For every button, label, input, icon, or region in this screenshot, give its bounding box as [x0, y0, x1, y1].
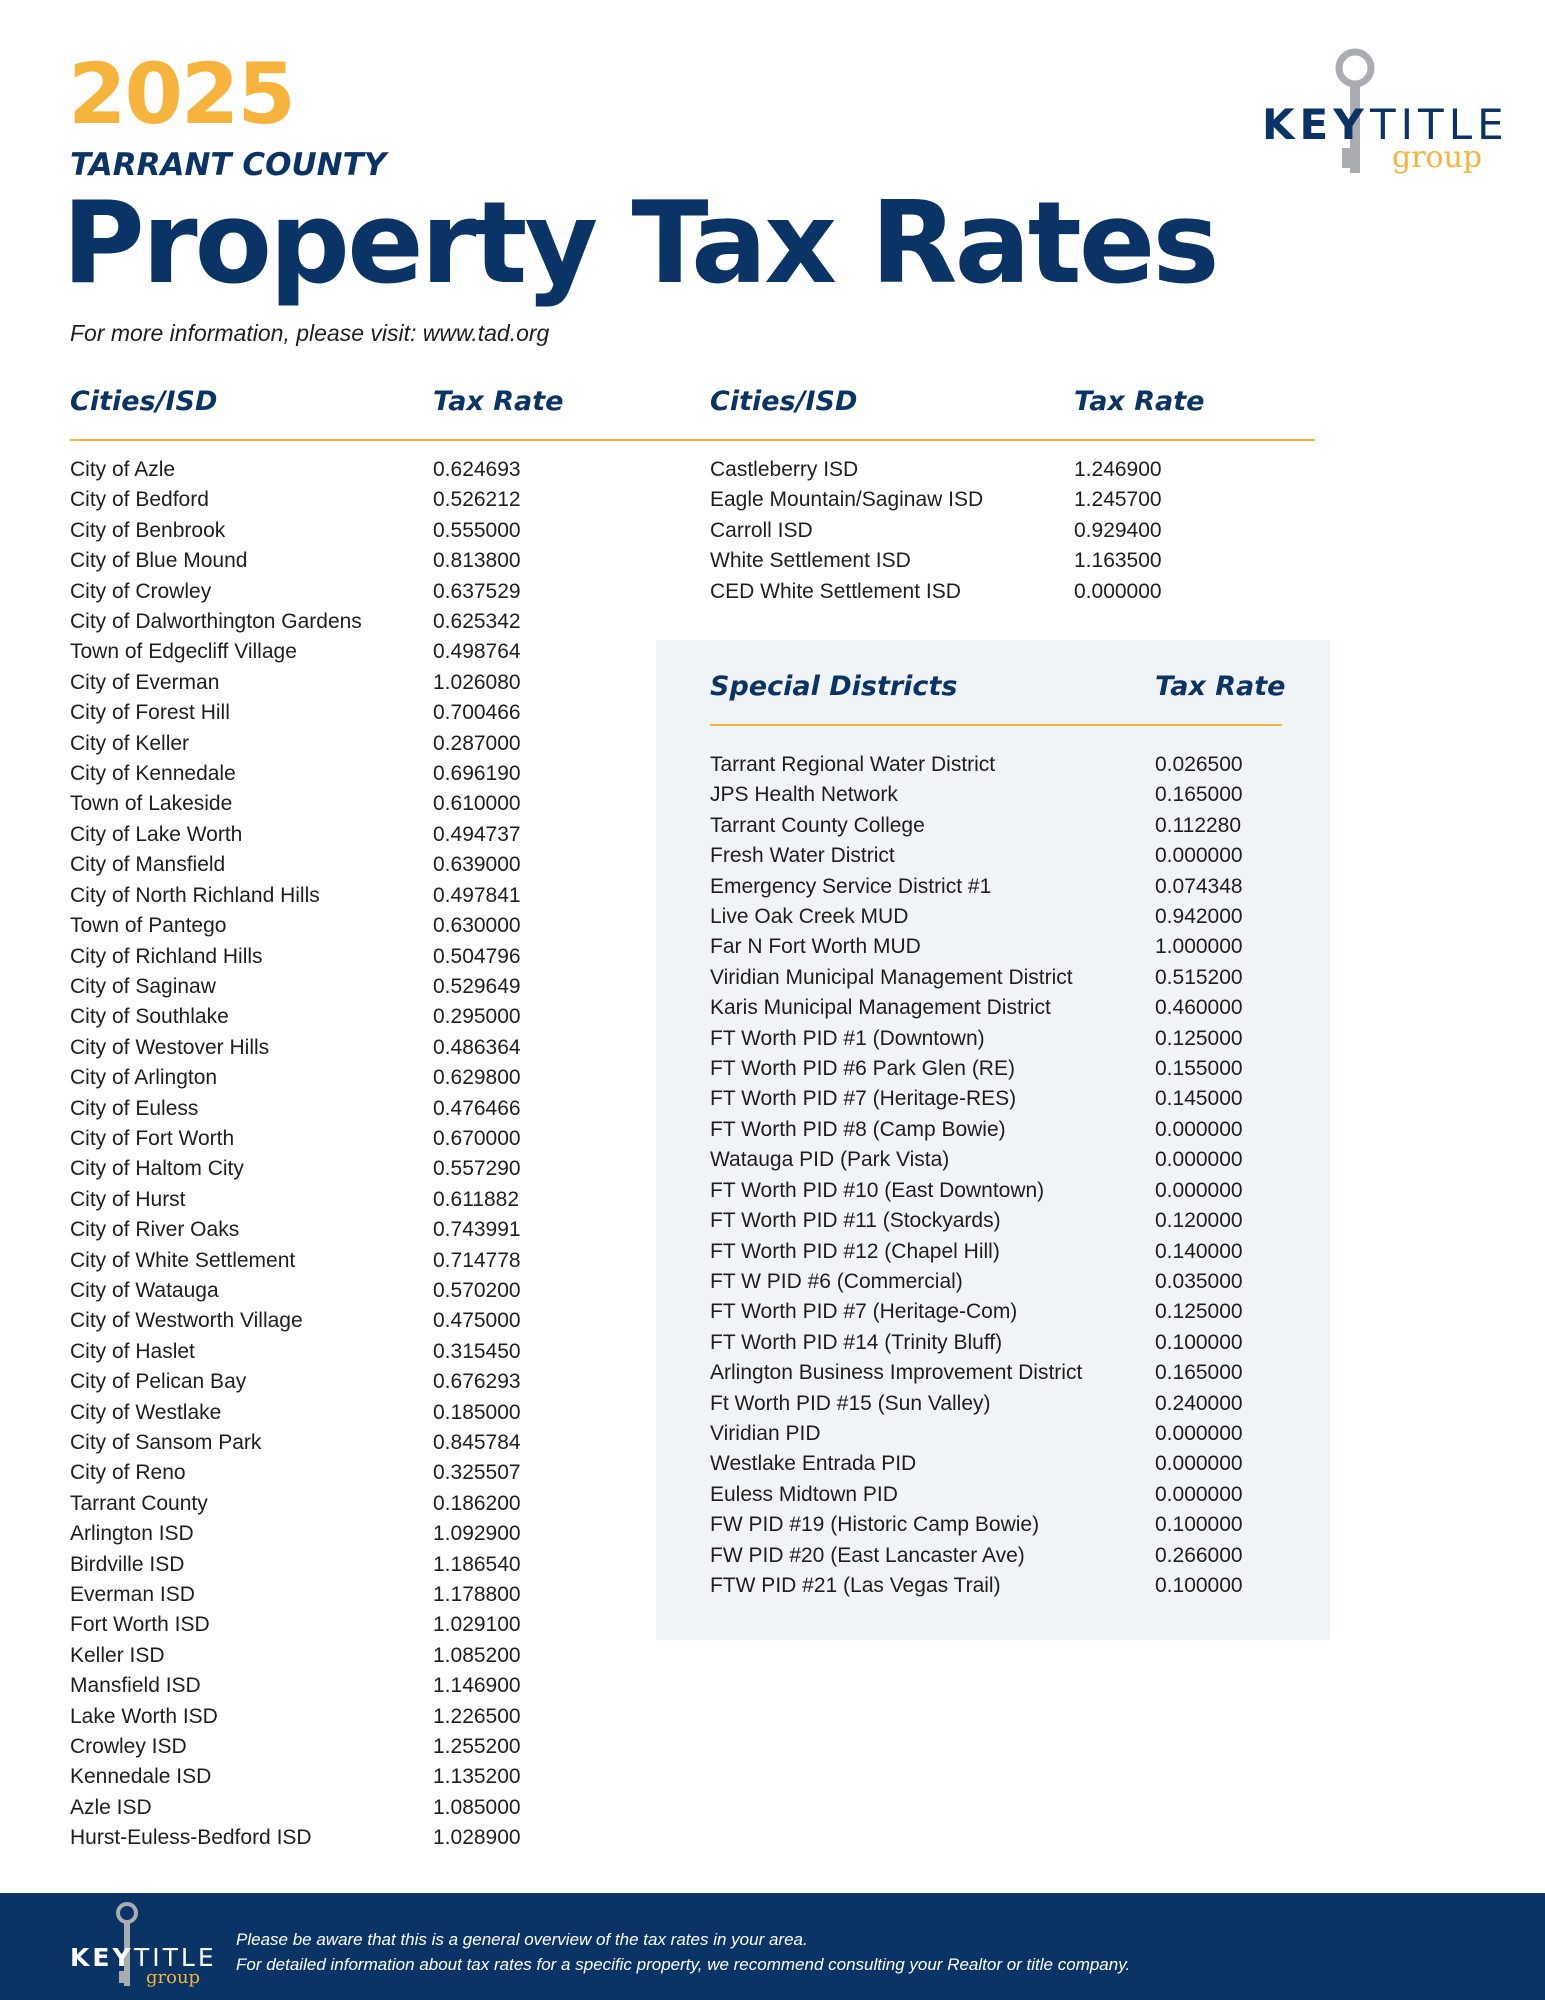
row-rate: 0.325507	[433, 1461, 521, 1485]
row-name: Eagle Mountain/Saginaw ISD	[710, 488, 984, 512]
county-name: TARRANT COUNTY	[70, 147, 387, 183]
logo-group-text: group	[1392, 140, 1483, 175]
row-name: FT Worth PID #10 (East Downtown)	[710, 1178, 1045, 1202]
row-name: City of White Settlement	[70, 1248, 296, 1272]
row-name: City of Saginaw	[70, 974, 216, 998]
row-name: City of Euless	[70, 1096, 199, 1120]
table-row	[710, 780, 1310, 810]
row-rate: 0.929400	[1074, 518, 1162, 542]
table-row	[70, 516, 590, 546]
row-rate: 0.112280	[1155, 813, 1242, 837]
table-row	[710, 1541, 1310, 1571]
row-rate: 0.611882	[433, 1187, 520, 1211]
row-name: Azle ISD	[70, 1795, 152, 1819]
row-name: FT Worth PID #7 (Heritage-RES)	[710, 1087, 1017, 1111]
table-row	[70, 1337, 590, 1367]
row-name: City of Westover Hills	[70, 1035, 270, 1059]
table-row	[70, 881, 590, 911]
table-row	[70, 1002, 590, 1032]
row-name: City of River Oaks	[70, 1218, 240, 1242]
row-rate: 0.639000	[433, 853, 521, 877]
table-row	[70, 455, 590, 485]
row-name: Arlington Business Improvement District	[710, 1361, 1083, 1385]
table-row	[70, 698, 590, 728]
row-rate: 0.637529	[433, 579, 521, 603]
row-name: FT Worth PID #11 (Stockyards)	[710, 1209, 1001, 1233]
row-name: City of Lake Worth	[70, 822, 243, 846]
row-rate: 0.476466	[433, 1096, 521, 1120]
row-name: City of Blue Mound	[70, 549, 248, 573]
row-name: City of Everman	[70, 670, 220, 694]
row-rate: 0.625342	[433, 610, 521, 634]
row-name: FT Worth PID #14 (Trinity Bluff)	[710, 1330, 1003, 1354]
table-row	[710, 750, 1310, 780]
row-name: Town of Pantego	[70, 914, 227, 938]
row-rate: 0.000000	[1155, 1421, 1243, 1445]
row-rate: 0.670000	[433, 1126, 521, 1150]
row-rate: 0.475000	[433, 1309, 521, 1333]
row-rate: 0.000000	[1155, 1178, 1243, 1202]
table-row	[70, 1519, 590, 1549]
row-name: Ft Worth PID #15 (Sun Valley)	[710, 1391, 991, 1415]
row-rate: 1.029100	[433, 1613, 521, 1637]
row-name: FW PID #20 (East Lancaster Ave)	[710, 1543, 1025, 1567]
table-row	[70, 1489, 590, 1519]
table-row	[710, 811, 1310, 841]
row-rate: 0.000000	[1155, 1148, 1243, 1172]
row-rate: 0.486364	[433, 1035, 521, 1059]
row-rate: 0.100000	[1155, 1513, 1243, 1537]
header-divider	[70, 439, 1315, 441]
table-row	[70, 607, 590, 637]
table-row	[70, 577, 590, 607]
row-name: FT Worth PID #6 Park Glen (RE)	[710, 1057, 1015, 1081]
table-row	[70, 485, 590, 515]
table-row	[710, 1267, 1310, 1297]
footer-line-2: For detailed information about tax rates for a specific property, we recommend consulting your Realtor or title company.	[236, 1955, 1131, 1974]
row-name: Crowley ISD	[70, 1735, 187, 1759]
row-rate: 0.125000	[1155, 1300, 1243, 1324]
table-row	[710, 1419, 1310, 1449]
footer-logo-key-text: KEY	[70, 1943, 134, 1972]
row-rate: 0.624693	[433, 458, 521, 481]
footer-disclaimer	[236, 1927, 1130, 1977]
row-name: Euless Midtown PID	[710, 1482, 898, 1506]
table-row	[70, 1246, 590, 1276]
table-row	[70, 911, 590, 941]
table-row	[710, 455, 1270, 485]
row-rate: 0.155000	[1155, 1057, 1243, 1081]
row-name: Birdville ISD	[70, 1552, 185, 1576]
table-row	[710, 1510, 1310, 1540]
key-title-logo	[1262, 48, 1509, 178]
left-col-header-rate: Tax Rate	[433, 386, 564, 417]
row-name: FT Worth PID #8 (Camp Bowie)	[710, 1117, 1006, 1141]
row-name: Castleberry ISD	[710, 458, 859, 481]
row-name: Mansfield ISD	[70, 1674, 201, 1698]
row-rate: 0.000000	[1155, 1482, 1243, 1506]
row-rate: 0.700466	[433, 701, 521, 725]
row-name: Watauga PID (Park Vista)	[710, 1148, 950, 1172]
row-rate: 0.000000	[1074, 579, 1162, 603]
row-name: City of Benbrook	[70, 518, 226, 542]
row-rate: 0.035000	[1155, 1269, 1243, 1293]
row-rate: 0.498764	[433, 640, 521, 664]
footer	[0, 1893, 1545, 2000]
row-name: City of Haltom City	[70, 1157, 244, 1181]
table-row	[70, 850, 590, 880]
row-rate: 0.287000	[433, 731, 521, 755]
row-rate: 0.515200	[1155, 965, 1243, 989]
table-row	[70, 1550, 590, 1580]
special-rate-list	[710, 750, 1310, 1601]
row-name: FT Worth PID #7 (Heritage-Com)	[710, 1300, 1018, 1324]
row-name: City of Mansfield	[70, 853, 226, 877]
table-row	[70, 1671, 590, 1701]
table-row	[70, 1276, 590, 1306]
row-rate: 0.100000	[1155, 1573, 1243, 1597]
table-row	[70, 1185, 590, 1215]
row-rate: 1.085000	[433, 1795, 521, 1819]
footer-logo	[70, 1901, 217, 1996]
row-name: Hurst-Euless-Bedford ISD	[70, 1826, 312, 1850]
row-name: Lake Worth ISD	[70, 1704, 218, 1728]
row-name: Tarrant County	[70, 1491, 208, 1515]
table-row	[710, 902, 1310, 932]
table-row	[710, 1206, 1310, 1236]
row-rate: 1.226500	[433, 1704, 521, 1728]
row-rate: 0.630000	[433, 914, 521, 938]
row-rate: 0.557290	[433, 1157, 521, 1181]
row-name: CED White Settlement ISD	[710, 579, 961, 603]
row-rate: 1.000000	[1155, 935, 1243, 959]
row-name: Emergency Service District #1	[710, 874, 992, 898]
row-name: City of Bedford	[70, 488, 209, 512]
row-rate: 0.676293	[433, 1370, 521, 1394]
table-row	[710, 1024, 1310, 1054]
row-rate: 0.460000	[1155, 996, 1243, 1020]
row-rate: 0.570200	[433, 1278, 521, 1302]
table-row	[70, 1823, 590, 1853]
row-name: City of Forest Hill	[70, 701, 230, 725]
left-col-header-name: Cities/ISD	[70, 386, 218, 417]
row-rate: 0.813800	[433, 549, 521, 573]
left-rate-list	[70, 455, 590, 1854]
row-name: City of North Richland Hills	[70, 883, 320, 907]
row-rate: 0.610000	[433, 792, 521, 816]
row-rate: 0.555000	[433, 518, 521, 542]
row-name: City of Southlake	[70, 1005, 229, 1029]
row-rate: 0.497841	[433, 883, 521, 907]
row-name: Keller ISD	[70, 1643, 165, 1667]
right-col-header-name: Cities/ISD	[710, 386, 858, 417]
row-rate: 0.295000	[433, 1005, 521, 1029]
row-name: Viridian PID	[710, 1421, 821, 1445]
row-name: City of Arlington	[70, 1066, 218, 1090]
row-name: City of Haslet	[70, 1339, 195, 1363]
row-name: Far N Fort Worth MUD	[710, 935, 921, 959]
row-rate: 0.145000	[1155, 1087, 1243, 1111]
row-rate: 0.696190	[433, 762, 521, 786]
row-name: FT W PID #6 (Commercial)	[710, 1269, 963, 1293]
table-row	[710, 1237, 1310, 1267]
info-text: For more information, please visit: www.tad.org	[70, 320, 550, 346]
table-row	[710, 1054, 1310, 1084]
row-rate: 0.845784	[433, 1431, 521, 1454]
row-rate: 0.165000	[1155, 783, 1243, 807]
table-row	[70, 1610, 590, 1640]
row-rate: 1.186540	[433, 1552, 521, 1576]
row-rate: 0.494737	[433, 822, 521, 846]
row-rate: 0.140000	[1155, 1239, 1243, 1263]
footer-logo-title-text: TITLE	[134, 1943, 217, 1972]
table-row	[70, 759, 590, 789]
table-row	[70, 637, 590, 667]
table-row	[70, 1033, 590, 1063]
row-rate: 0.186200	[433, 1491, 521, 1515]
row-rate: 0.743991	[433, 1218, 521, 1242]
table-row	[70, 1215, 590, 1245]
table-row	[710, 1449, 1310, 1479]
row-name: Viridian Municipal Management District	[710, 965, 1073, 989]
row-name: Tarrant Regional Water District	[710, 753, 996, 776]
row-name: JPS Health Network	[710, 783, 898, 807]
row-rate: 1.028900	[433, 1826, 521, 1850]
row-name: Westlake Entrada PID	[710, 1452, 917, 1476]
row-rate: 0.529649	[433, 974, 521, 998]
row-rate: 1.135200	[433, 1765, 521, 1789]
table-row	[710, 546, 1270, 576]
row-name: City of Azle	[70, 458, 176, 481]
row-name: City of Crowley	[70, 579, 212, 603]
row-rate: 0.185000	[433, 1400, 521, 1424]
year: 2025	[68, 45, 294, 143]
table-row	[710, 516, 1270, 546]
row-name: FTW PID #21 (Las Vegas Trail)	[710, 1573, 1001, 1597]
row-name: Live Oak Creek MUD	[710, 905, 909, 929]
table-row	[710, 1389, 1310, 1419]
table-row	[710, 872, 1310, 902]
table-row	[70, 972, 590, 1002]
row-rate: 1.146900	[433, 1674, 521, 1698]
table-row	[710, 1176, 1310, 1206]
row-name: Fort Worth ISD	[70, 1613, 210, 1637]
row-name: Town of Lakeside	[70, 792, 233, 816]
table-row	[70, 820, 590, 850]
row-name: Tarrant County College	[710, 813, 925, 837]
table-row	[70, 546, 590, 576]
table-row	[710, 1480, 1310, 1510]
row-rate: 0.714778	[433, 1248, 521, 1272]
table-row	[70, 1458, 590, 1488]
row-rate: 0.000000	[1155, 1452, 1243, 1476]
row-rate: 0.000000	[1155, 1117, 1243, 1141]
row-name: City of Westlake	[70, 1400, 222, 1424]
row-name: City of Kennedale	[70, 762, 236, 786]
table-row	[70, 1306, 590, 1336]
special-divider	[710, 724, 1282, 726]
table-row	[70, 1124, 590, 1154]
row-rate: 0.074348	[1155, 874, 1243, 898]
row-name: City of Hurst	[70, 1187, 186, 1211]
row-name: Carroll ISD	[710, 518, 813, 542]
row-rate: 0.120000	[1155, 1209, 1243, 1233]
row-name: City of Watauga	[70, 1278, 219, 1302]
row-name: FW PID #19 (Historic Camp Bowie)	[710, 1513, 1040, 1537]
row-name: Karis Municipal Management District	[710, 996, 1051, 1020]
row-rate: 0.000000	[1155, 844, 1243, 868]
table-row	[70, 1732, 590, 1762]
table-row	[710, 1084, 1310, 1114]
row-rate: 1.178800	[433, 1583, 521, 1607]
row-rate: 0.165000	[1155, 1361, 1243, 1385]
row-name: City of Westworth Village	[70, 1309, 303, 1333]
row-rate: 0.240000	[1155, 1391, 1243, 1415]
row-rate: 0.315450	[433, 1339, 521, 1363]
row-rate: 1.092900	[433, 1522, 521, 1546]
table-row	[70, 1094, 590, 1124]
table-row	[710, 1297, 1310, 1327]
row-rate: 0.504796	[433, 944, 521, 968]
table-row	[70, 1428, 590, 1458]
table-row	[70, 1063, 590, 1093]
table-row	[70, 1702, 590, 1732]
table-row	[70, 668, 590, 698]
row-rate: 0.100000	[1155, 1330, 1243, 1354]
row-rate: 0.526212	[433, 488, 521, 512]
row-name: City of Dalworthington Gardens	[70, 610, 362, 634]
table-row	[70, 1367, 590, 1397]
logo-key-text: KEY	[1262, 100, 1369, 149]
row-name: Town of Edgecliff Village	[70, 640, 297, 664]
row-name: City of Keller	[70, 731, 190, 755]
footer-logo-group-text: group	[146, 1967, 201, 1988]
table-row	[70, 1580, 590, 1610]
table-row	[710, 1115, 1310, 1145]
right-col-header-rate: Tax Rate	[1074, 386, 1205, 417]
row-rate: 1.163500	[1074, 549, 1162, 573]
table-row	[70, 789, 590, 819]
row-rate: 0.125000	[1155, 1026, 1243, 1050]
row-name: City of Reno	[70, 1461, 186, 1485]
row-rate: 1.245700	[1074, 488, 1162, 512]
table-row	[70, 1641, 590, 1671]
special-col-header-name: Special Districts	[710, 671, 958, 702]
row-name: FT Worth PID #12 (Chapel Hill)	[710, 1239, 1000, 1263]
footer-line-1: Please be aware that this is a general overview of the tax rates in your area.	[236, 1930, 808, 1949]
table-row	[70, 942, 590, 972]
row-rate: 1.246900	[1074, 458, 1162, 481]
logo-title-text: TITLE	[1370, 100, 1509, 149]
table-row	[710, 1328, 1310, 1358]
table-row	[710, 932, 1310, 962]
row-rate: 1.085200	[433, 1643, 521, 1667]
table-row	[70, 1154, 590, 1184]
row-rate: 0.629800	[433, 1066, 521, 1090]
table-row	[70, 729, 590, 759]
row-name: City of Sansom Park	[70, 1431, 262, 1454]
row-name: Kennedale ISD	[70, 1765, 212, 1789]
table-row	[710, 1145, 1310, 1175]
row-name: Fresh Water District	[710, 844, 895, 868]
row-rate: 1.255200	[433, 1735, 521, 1759]
table-row	[710, 841, 1310, 871]
table-row	[710, 1571, 1310, 1601]
page-title: Property Tax Rates	[62, 177, 1217, 309]
table-row	[710, 1358, 1310, 1388]
row-name: Everman ISD	[70, 1583, 195, 1607]
table-row	[70, 1793, 590, 1823]
table-row	[70, 1398, 590, 1428]
special-col-header-rate: Tax Rate	[1155, 671, 1286, 702]
table-row	[710, 963, 1310, 993]
row-name: FT Worth PID #1 (Downtown)	[710, 1026, 985, 1050]
row-rate: 0.942000	[1155, 905, 1243, 929]
table-row	[710, 577, 1270, 607]
row-rate: 0.026500	[1155, 753, 1243, 776]
table-row	[710, 993, 1310, 1023]
row-rate: 0.266000	[1155, 1543, 1243, 1567]
row-name: White Settlement ISD	[710, 549, 911, 573]
row-name: City of Richland Hills	[70, 944, 263, 968]
row-name: City of Pelican Bay	[70, 1370, 247, 1394]
row-name: Arlington ISD	[70, 1522, 194, 1546]
row-rate: 1.026080	[433, 670, 521, 694]
table-row	[710, 485, 1270, 515]
row-name: City of Fort Worth	[70, 1126, 235, 1150]
right-rate-list	[710, 455, 1270, 607]
table-row	[70, 1762, 590, 1792]
